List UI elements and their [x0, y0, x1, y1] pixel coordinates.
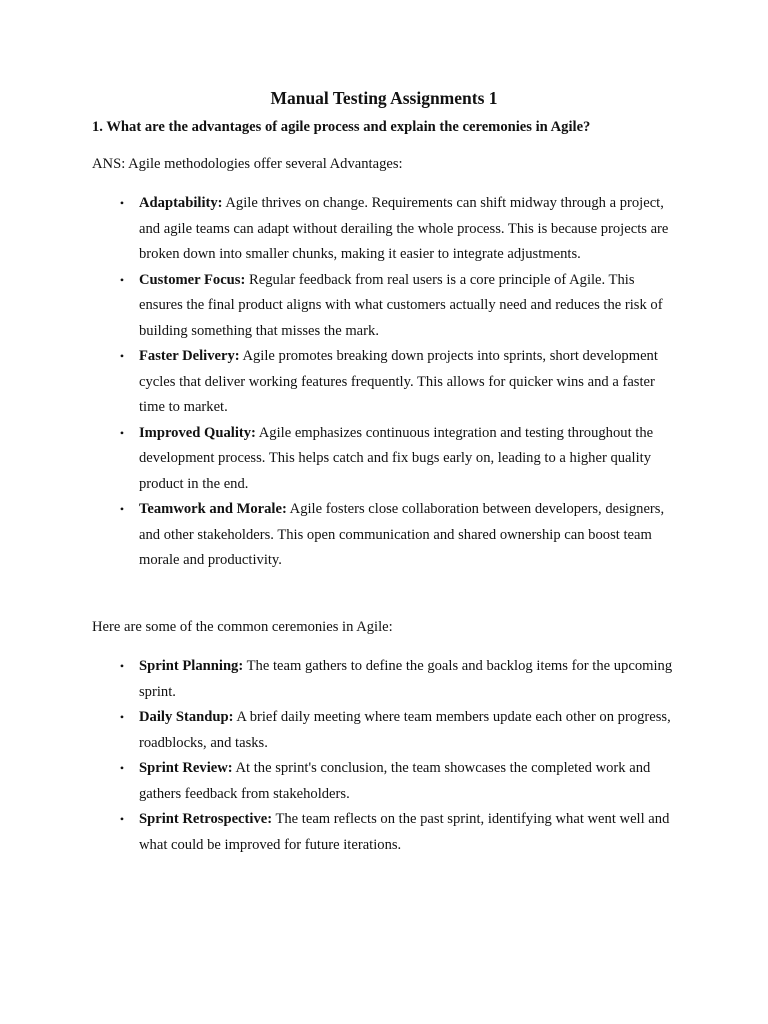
item-term: Faster Delivery: [139, 348, 240, 364]
item-term: Sprint Review: [139, 760, 233, 776]
ceremonies-intro: Here are some of the common ceremonies in Agile: [92, 619, 393, 635]
advantages-list [119, 191, 674, 574]
bullet-icon: • [119, 502, 125, 516]
list-item-daily-standup [119, 705, 674, 756]
list-item-faster-delivery [119, 344, 674, 421]
item-term: Sprint Planning: [139, 658, 244, 674]
bullet-icon: • [119, 761, 125, 775]
item-term: Improved Quality: [139, 424, 256, 441]
list-item-adaptability [119, 191, 674, 268]
item-text: The team reflects on the past sprint, identifying what went well and what could be improved for future iterations. [139, 811, 670, 853]
list-item-improved-quality [119, 421, 674, 498]
item-term: Teamwork and Morale: [139, 501, 287, 517]
list-item-customer-focus [119, 268, 674, 345]
answer-intro: ANS: Agile methodologies offer several Advantages: [92, 156, 403, 172]
question-heading: 1. What are the advantages of agile process and explain the ceremonies in Agile? [92, 119, 591, 135]
item-text: Agile thrives on change. Requirements can shift midway through a project, and agile teams can adapt without derailing the whole process. This is because projects are broken down into smaller chunks, making it easier to integrate adjustments. [139, 195, 669, 262]
item-text: Regular feedback from real users is a core principle of Agile. This ensures the final product aligns with what customers actually need and reduces the risk of building something that misses the mark. [139, 271, 663, 339]
bullet-icon: • [119, 349, 125, 363]
bullet-icon: • [119, 659, 125, 673]
ceremonies-list [119, 654, 674, 858]
item-term: Sprint Retrospective: [139, 811, 273, 827]
item-term: Adaptability: [139, 195, 223, 211]
bullet-icon: • [119, 425, 125, 440]
list-item-sprint-planning [119, 654, 674, 705]
item-term: Daily Standup: [139, 709, 234, 725]
item-text: Agile emphasizes continuous integration and testing throughout the development process. This helps catch and fix bugs early on, leading to a higher quality product in the end. [139, 424, 654, 492]
list-item-teamwork-morale [119, 497, 674, 574]
item-text: A brief daily meeting where team members update each other on progress, roadblocks, and tasks. [139, 709, 671, 751]
document-title: Manual Testing Assignments 1 [270, 88, 498, 108]
bullet-icon: • [119, 272, 125, 287]
bullet-icon: • [119, 196, 125, 210]
item-text: Agile promotes breaking down projects into sprints, short development cycles that deliver working features frequently. This allows for quicker wins and a faster time to market. [139, 348, 658, 415]
item-text: At the sprint's conclusion, the team showcases the completed work and gathers feedback from stakeholders. [139, 760, 651, 802]
item-text: The team gathers to define the goals and backlog items for the upcoming sprint. [139, 658, 673, 700]
item-text: Agile fosters close collaboration between developers, designers, and other stakeholders. This open communication and shared ownership can boost team morale and productivity. [139, 501, 665, 568]
list-item-sprint-review [119, 756, 674, 807]
list-item-sprint-retrospective [119, 807, 674, 858]
bullet-icon: • [119, 812, 125, 826]
item-term: Customer Focus: [139, 271, 246, 288]
bullet-icon: • [119, 710, 125, 724]
